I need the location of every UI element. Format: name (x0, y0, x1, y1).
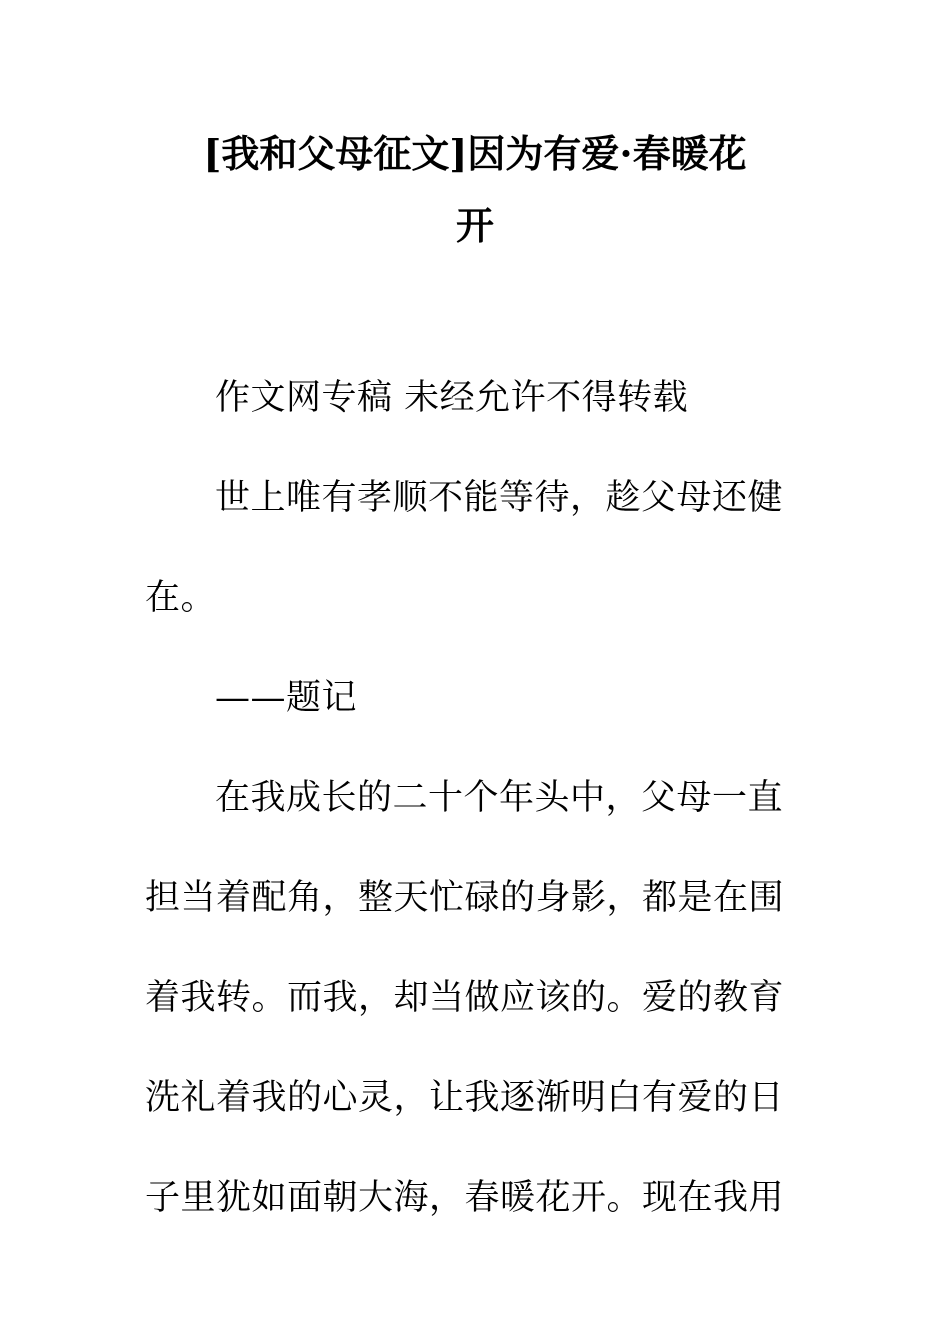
body-line: 着我转。而我，却当做应该的。爱的教育 (145, 978, 785, 1018)
document-title-continued: 开 (455, 203, 494, 248)
epigraph-line: 在。 (145, 578, 217, 618)
body-line: 子里犹如面朝大海，春暖花开。现在我用 (145, 1178, 785, 1218)
epigraph-line: 世上唯有孝顺不能等待，趁父母还健 (215, 478, 784, 518)
source-note: 作文网专稿 未经允许不得转载 (215, 378, 689, 418)
body-line: 担当着配角，整天忙碌的身影，都是在围 (145, 878, 785, 918)
document-title: [我和父母征文]因为有爱·春暖花 (203, 131, 747, 176)
body-line: 在我成长的二十个年头中，父母一直 (215, 778, 784, 818)
body-line: 洗礼着我的心灵，让我逐渐明白有爱的日 (145, 1078, 785, 1118)
epigraph-attribution: ——题记 (215, 678, 358, 718)
